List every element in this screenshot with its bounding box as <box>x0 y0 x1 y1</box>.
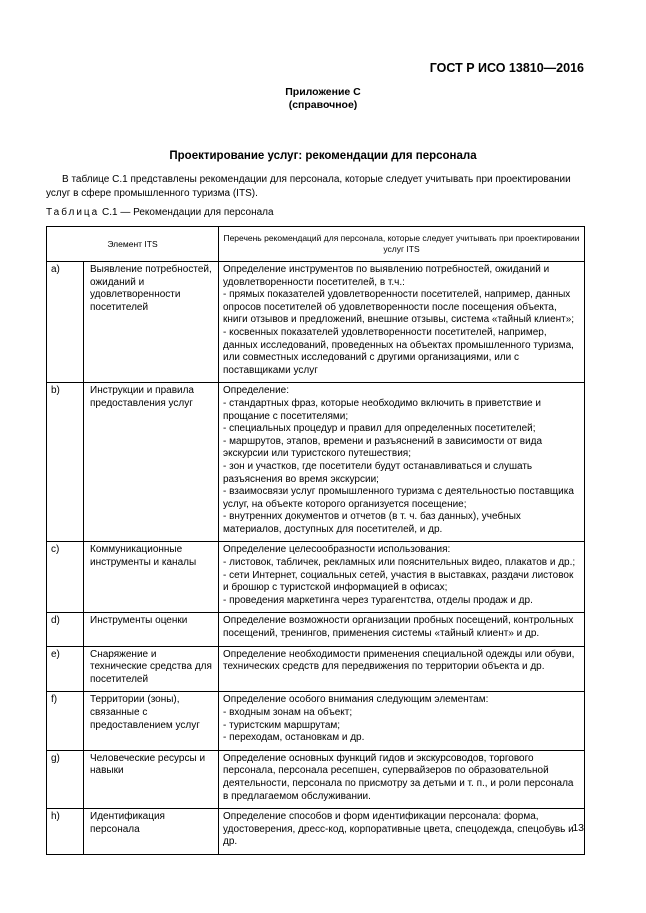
page-number: 13 <box>572 822 584 834</box>
row-code: f) <box>47 692 84 749</box>
row-code: d) <box>47 613 84 645</box>
table-row <box>47 692 585 750</box>
table-caption-number: С.1 <box>102 207 118 218</box>
recommendation-line: - сети Интернет, социальных сетей, участия в выставках, раздачи листовок и брошюр с туристской информацией в офисах; <box>223 569 574 594</box>
recommendation-line: - взаимосвязи услуг промышленного туризма с деятельностью поставщика услуг, на объекте которого организуется посещение; <box>223 486 574 510</box>
element-cell <box>47 383 219 542</box>
table-row <box>47 750 585 808</box>
recommendation-line: - прямых показателей удовлетворенности посетителей, например, данных опросов посетителей об удовлетворенности после посещения объекта, книги отзывов и предложений, внешние отзывы, система «тайный клиент»; <box>223 289 575 326</box>
recommendation-cell <box>219 692 585 750</box>
recommendation-line: - листовок, табличек, рекламных или пояснительных видео, плакатов и др.; <box>223 557 576 569</box>
element-cell <box>47 262 219 383</box>
element-cell <box>47 646 219 692</box>
recommendation-line: Определение особого внимания следующим элементам: <box>223 694 489 706</box>
table-caption-label: Таблица <box>46 207 100 218</box>
recommendations-table <box>46 226 585 855</box>
recommendation-line: Определение основных функций гидов и экскурсоводов, торгового персонала, персонала ресепшен, супервайзеров по образовательной деятельности, персонала по присмотру за детьми и т. п., и роли персонала в предлагаемом обслуживании. <box>223 752 574 802</box>
document-code: ГОСТ Р ИСО 13810—2016 <box>429 61 584 75</box>
row-element: Инструменты оценки <box>90 615 188 627</box>
recommendation-line: Определение целесообразности использования: <box>223 544 451 556</box>
annex-heading <box>0 86 646 112</box>
annex-title: Приложение С <box>285 86 361 98</box>
annex-subtitle: (справочное) <box>288 99 358 111</box>
recommendation-line: - туристским маршрутам; <box>223 719 341 731</box>
row-code: c) <box>47 542 84 612</box>
recommendation-line: Определение способов и форм идентификации персонала: форма, удостоверения, дресс-код, корпоративные цвета, спецодежда, спецобувь и др. <box>223 811 574 848</box>
row-element: Человеческие ресурсы и навыки <box>90 752 206 777</box>
recommendation-line: - проведения маркетинга через турагентства, отделы продаж и др. <box>223 594 533 606</box>
table-caption <box>46 207 274 218</box>
row-element: Территории (зоны), связанные с предоставлением услуг <box>90 694 200 731</box>
row-code: e) <box>47 647 84 692</box>
element-cell <box>47 809 219 855</box>
row-element: Выявление потребностей, ожиданий и удовлетворенности посетителей <box>90 264 212 313</box>
table-row <box>47 809 585 855</box>
recommendation-line: - специальных процедур и правил для определенных посетителей; <box>223 423 536 435</box>
recommendation-cell <box>219 262 585 383</box>
recommendation-cell <box>219 542 585 613</box>
row-code: h) <box>47 809 84 854</box>
recommendation-cell <box>219 809 585 855</box>
section-title: Проектирование услуг: рекомендации для персонала <box>169 150 477 162</box>
recommendation-line: - внутренних документов и отчетов (в т. ч. баз данных), учебных материалов, доступных для посетителей, и др. <box>223 511 521 535</box>
table-row <box>47 646 585 692</box>
recommendation-line: - зон и участков, где посетители будут останавливаться и слушать разъяснения во время экскурсии; <box>223 460 533 485</box>
recommendation-line: - стандартных фраз, которые необходимо включить в приветствие и прощание с посетителями; <box>223 397 541 422</box>
element-cell <box>47 613 219 646</box>
table-header-row <box>47 227 585 262</box>
recommendation-line: - входным зонам на объект; <box>223 707 353 718</box>
row-element: Коммуникационные инструменты и каналы <box>90 544 197 569</box>
recommendation-cell <box>219 613 585 646</box>
header-recommendations: Перечень рекомендаций для персонала, которые следует учитывать при проектировании услуг ITS <box>219 227 585 262</box>
row-code: g) <box>47 751 84 808</box>
recommendation-cell <box>219 383 585 542</box>
row-element: Идентификация персонала <box>90 811 165 835</box>
row-element: Снаряжение и технические средства для посетителей <box>90 648 212 685</box>
table-row <box>47 262 585 383</box>
recommendation-cell <box>219 646 585 692</box>
recommendation-line: Определение инструментов по выявлению потребностей, ожиданий и удовлетворенности посетителей, в т.ч.: <box>223 264 550 288</box>
recommendation-line: - маршрутов, этапов, времени и разъяснений в зависимости от вида экскурсии или туристского путешествия; <box>223 435 543 460</box>
table-row <box>47 542 585 613</box>
table-row <box>47 383 585 542</box>
table-body <box>47 262 585 855</box>
recommendation-line: Определение возможности организации пробных посещений, контрольных посещений, тренингов, применения системы «тайный клиент» и др. <box>223 615 574 640</box>
recommendation-line: - косвенных показателей удовлетворенности посетителей, например, данных исследований, проведенных на объектах промышленного туризма, или совместных исследований с другими организациями, или с поставщиками услуг <box>223 326 574 376</box>
row-element: Инструкции и правила предоставления услуг <box>90 385 194 409</box>
element-cell <box>47 692 219 750</box>
recommendation-line: Определение: <box>223 385 290 397</box>
element-cell <box>47 542 219 613</box>
table-caption-text: — Рекомендации для персонала <box>117 207 274 218</box>
table-row <box>47 613 585 646</box>
intro-paragraph: В таблице С.1 представлены рекомендации для персонала, которые следует учитывать при проектировании услуг в сфере промышленного туризма (ITS). <box>46 174 571 199</box>
recommendation-line: - переходам, остановкам и др. <box>223 732 365 744</box>
recommendation-line: Определение необходимости применения специальной одежды или обуви, технических средств для передвижения по территории объекта и др. <box>223 648 575 673</box>
row-code: a) <box>47 262 84 382</box>
recommendation-cell <box>219 750 585 808</box>
row-code: b) <box>47 383 84 541</box>
header-element: Элемент ITS <box>47 227 219 262</box>
element-cell <box>47 750 219 808</box>
